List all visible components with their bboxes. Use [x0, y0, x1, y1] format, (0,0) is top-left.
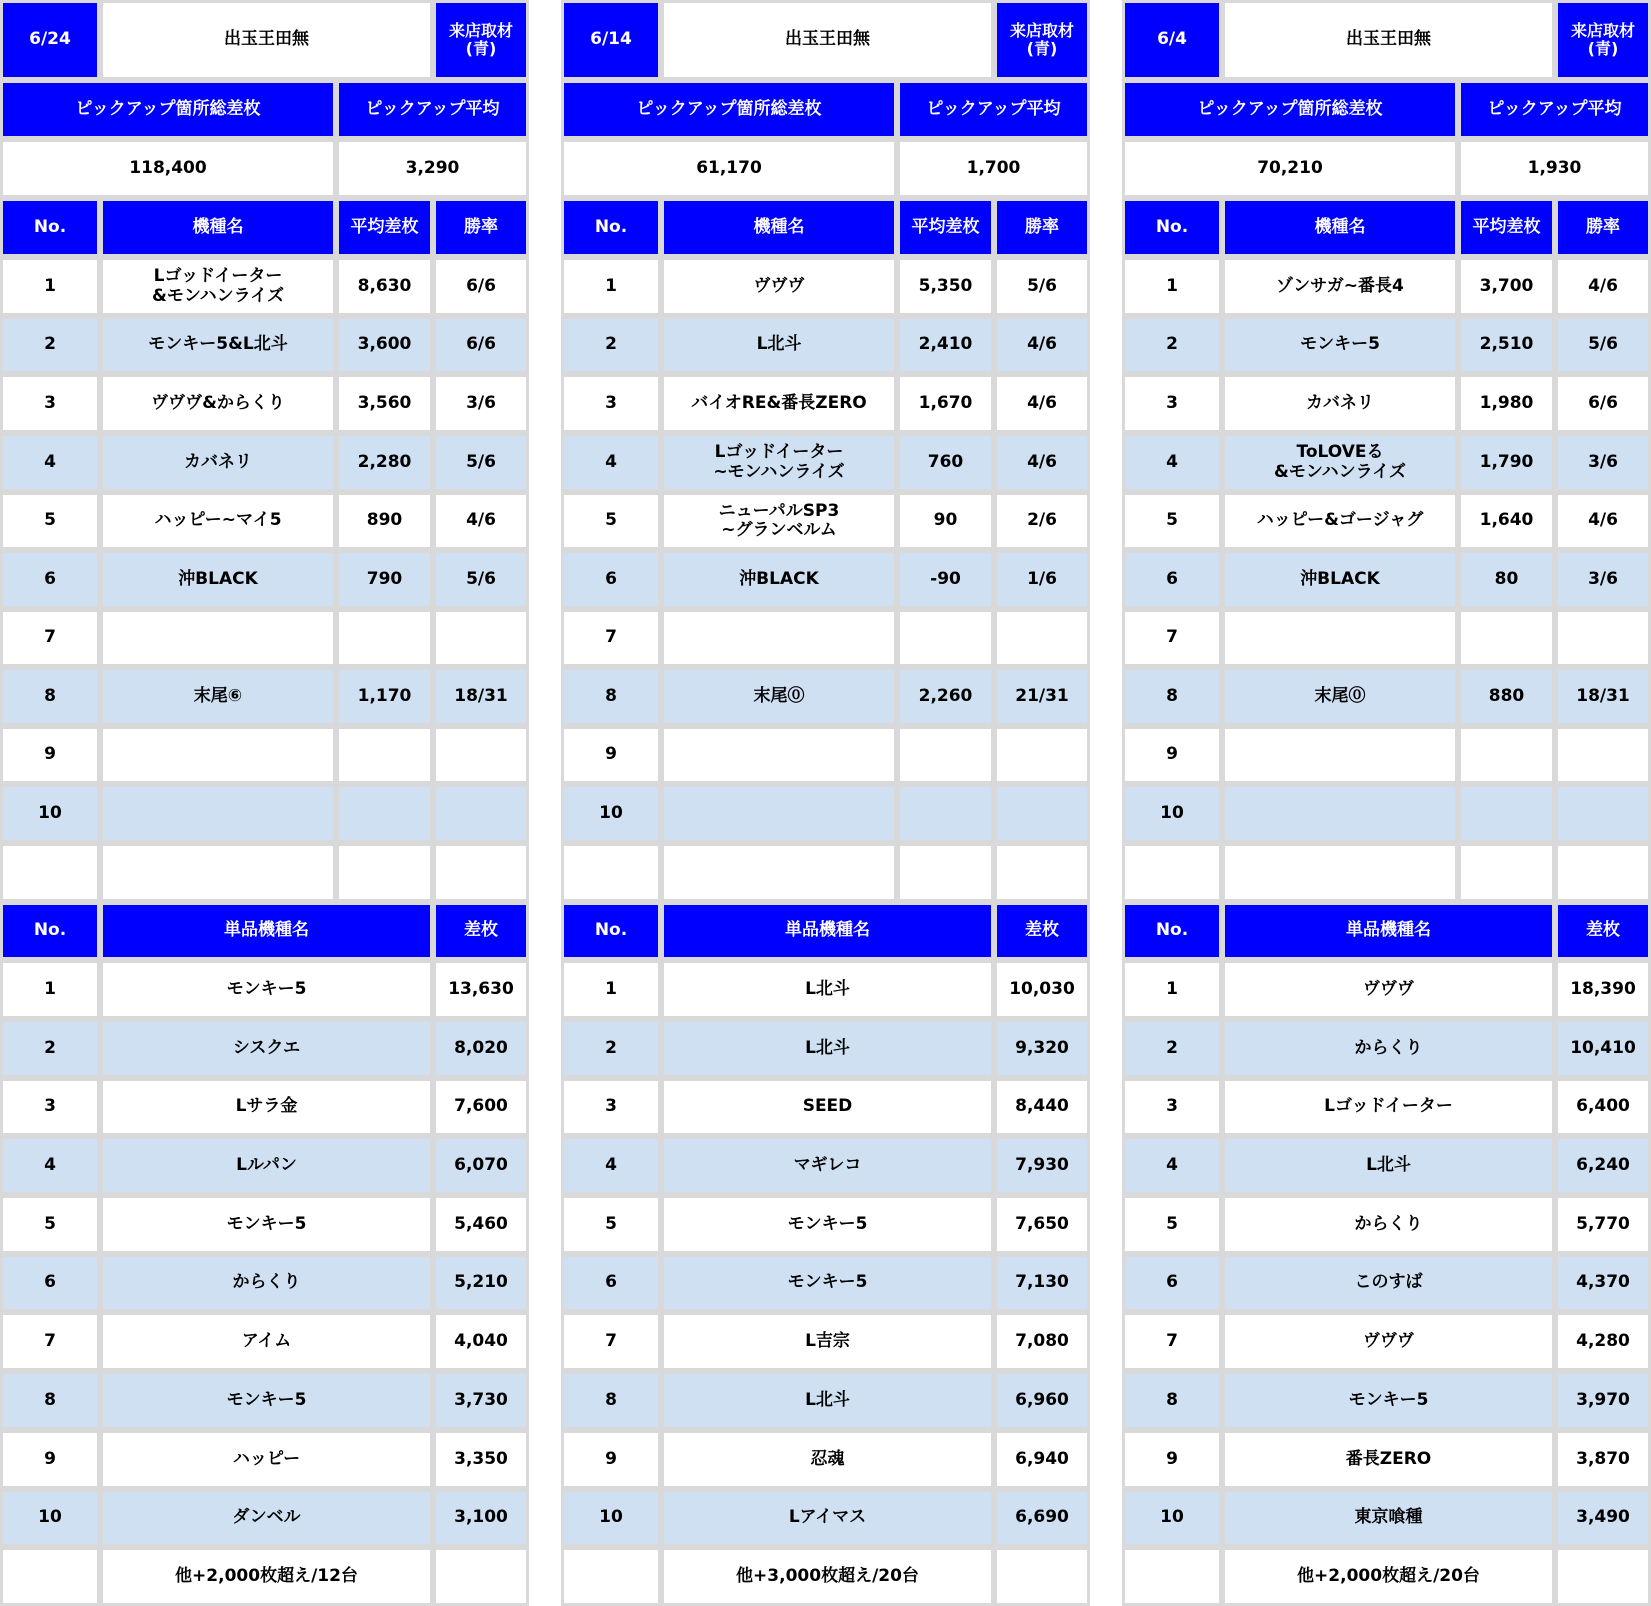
- single-row-no: 3: [561, 1078, 661, 1136]
- spacer-cell: [100, 843, 336, 902]
- pickup-row-avg: 790: [336, 550, 433, 609]
- single-row-diff: 6,690: [994, 1489, 1090, 1547]
- single-row-name: L北斗: [661, 1371, 994, 1430]
- pickup-header-win: 勝率: [433, 198, 529, 257]
- pickup-row-name: 末尾⑥: [100, 667, 336, 726]
- pickup-row-name: 沖BLACK: [100, 550, 336, 609]
- date-cell: 6/24: [0, 0, 100, 80]
- pickup-row-no: 9: [1122, 726, 1222, 784]
- single-row-name: Lアイマス: [661, 1489, 994, 1547]
- pickup-row-name: ニューパルSP3 ~グランベルム: [661, 492, 897, 550]
- single-row-no: 6: [1122, 1254, 1222, 1312]
- single-row-no: 1: [1122, 960, 1222, 1019]
- single-row-diff: 6,940: [994, 1430, 1090, 1489]
- single-row-name: 東京喰種: [1222, 1489, 1555, 1547]
- single-row-no: 3: [1122, 1078, 1222, 1136]
- pickup-row-name: [100, 609, 336, 667]
- pickup-row-no: 8: [0, 667, 100, 726]
- pickup-row-win: 4/6: [1555, 492, 1651, 550]
- single-row-name: モンキー5: [661, 1195, 994, 1254]
- pickup-row-avg: [1458, 726, 1555, 784]
- pickup-row-win: 5/6: [994, 257, 1090, 316]
- pickup-row-name: 沖BLACK: [661, 550, 897, 609]
- single-row-name: ダンベル: [100, 1489, 433, 1547]
- pickup-row-win: 6/6: [1555, 374, 1651, 433]
- results-panel-6-14: [561, 0, 1091, 1606]
- single-row-name: このすば: [1222, 1254, 1555, 1312]
- pickup-header-avg: 平均差枚: [1458, 198, 1555, 257]
- single-row-no: 5: [0, 1195, 100, 1254]
- pickup-row-win: 18/31: [1555, 667, 1651, 726]
- pickup-row-no: 6: [561, 550, 661, 609]
- pickup-row-no: 4: [0, 433, 100, 492]
- single-row-name: Lゴッドイーター: [1222, 1078, 1555, 1136]
- single-row-diff: 13,630: [433, 960, 529, 1019]
- pickup-row-avg: 1,980: [1458, 374, 1555, 433]
- single-row-diff: 4,040: [433, 1312, 529, 1371]
- single-row-diff: 3,350: [433, 1430, 529, 1489]
- single-row-diff: 3,100: [433, 1489, 529, 1547]
- pickup-row-win: 21/31: [994, 667, 1090, 726]
- pickup-row-avg: [897, 609, 994, 667]
- single-row-diff: 6,400: [1555, 1078, 1651, 1136]
- pickup-average-label: ピックアップ平均: [897, 80, 1090, 139]
- pickup-row-win: [433, 784, 529, 843]
- pickup-row-win: [1555, 784, 1651, 843]
- pickup-row-name: 末尾⓪: [661, 667, 897, 726]
- single-row-name: L北斗: [1222, 1136, 1555, 1195]
- pickup-row-name: カバネリ: [100, 433, 336, 492]
- pickup-row-name: ゾンサガ~番長4: [1222, 257, 1458, 316]
- pickup-row-no: 5: [561, 492, 661, 550]
- footer-blank: [1555, 1547, 1651, 1606]
- pickup-row-name: 末尾⓪: [1222, 667, 1458, 726]
- pickup-row-no: 9: [0, 726, 100, 784]
- pickup-row-no: 3: [561, 374, 661, 433]
- results-panel-6-24: [0, 0, 530, 1606]
- pickup-row-name: [1222, 726, 1458, 784]
- single-row-no: 9: [561, 1430, 661, 1489]
- pickup-row-name: モンキー5&L北斗: [100, 316, 336, 374]
- pickup-row-avg: 90: [897, 492, 994, 550]
- pickup-row-avg: 8,630: [336, 257, 433, 316]
- single-row-name: L北斗: [661, 960, 994, 1019]
- single-header-no: No.: [1122, 902, 1222, 960]
- single-row-name: モンキー5: [100, 1371, 433, 1430]
- pickup-row-avg: 2,510: [1458, 316, 1555, 374]
- single-header-name: 単品機種名: [661, 902, 994, 960]
- footer-note: 他+2,000枚超え/12台: [100, 1547, 433, 1606]
- pickup-row-win: [1555, 609, 1651, 667]
- single-row-no: 2: [1122, 1019, 1222, 1078]
- pickup-row-no: 2: [1122, 316, 1222, 374]
- pickup-row-no: 6: [0, 550, 100, 609]
- spacer-cell: [661, 843, 897, 902]
- single-row-no: 4: [1122, 1136, 1222, 1195]
- store-name: 出玉王田無: [100, 0, 433, 80]
- spacer-cell: [1555, 843, 1651, 902]
- pickup-row-no: 4: [561, 433, 661, 492]
- pickup-row-win: 18/31: [433, 667, 529, 726]
- pickup-row-name: [661, 784, 897, 843]
- spacer-cell: [994, 843, 1090, 902]
- single-row-name: アイム: [100, 1312, 433, 1371]
- pickup-row-avg: -90: [897, 550, 994, 609]
- pickup-average-value: 3,290: [336, 139, 529, 198]
- event-tag: 来店取材 (青): [1555, 0, 1651, 80]
- pickup-row-win: [433, 726, 529, 784]
- pickup-row-name: ハッピー&ゴージャグ: [1222, 492, 1458, 550]
- pickup-row-no: 6: [1122, 550, 1222, 609]
- single-row-name: L吉宗: [661, 1312, 994, 1371]
- pickup-row-name: ToLOVEる &モンハンライズ: [1222, 433, 1458, 492]
- pickup-row-win: 4/6: [1555, 257, 1651, 316]
- single-row-name: モンキー5: [661, 1254, 994, 1312]
- single-row-no: 2: [0, 1019, 100, 1078]
- pickup-row-no: 5: [0, 492, 100, 550]
- pickup-row-no: 7: [1122, 609, 1222, 667]
- pickup-row-avg: [336, 784, 433, 843]
- pickup-row-name: [1222, 609, 1458, 667]
- pickup-row-name: バイオRE&番長ZERO: [661, 374, 897, 433]
- pickup-row-no: 7: [561, 609, 661, 667]
- date-cell: 6/4: [1122, 0, 1222, 80]
- single-header-diff: 差枚: [1555, 902, 1651, 960]
- pickup-total-label: ピックアップ箇所総差枚: [0, 80, 336, 139]
- pickup-average-value: 1,700: [897, 139, 1090, 198]
- single-row-name: ヴヴヴ: [1222, 960, 1555, 1019]
- pickup-row-name: [661, 609, 897, 667]
- pickup-header-no: No.: [0, 198, 100, 257]
- pickup-row-no: 10: [1122, 784, 1222, 843]
- single-row-name: ハッピー: [100, 1430, 433, 1489]
- pickup-row-no: 10: [561, 784, 661, 843]
- pickup-row-avg: 3,600: [336, 316, 433, 374]
- footer-blank: [994, 1547, 1090, 1606]
- pickup-row-no: 4: [1122, 433, 1222, 492]
- single-row-name: からくり: [1222, 1019, 1555, 1078]
- pickup-row-no: 1: [1122, 257, 1222, 316]
- single-row-diff: 4,370: [1555, 1254, 1651, 1312]
- pickup-row-name: ヴヴヴ: [661, 257, 897, 316]
- single-row-no: 8: [1122, 1371, 1222, 1430]
- single-row-no: 6: [0, 1254, 100, 1312]
- single-row-no: 8: [0, 1371, 100, 1430]
- single-row-diff: 3,870: [1555, 1430, 1651, 1489]
- pickup-row-no: 2: [561, 316, 661, 374]
- event-tag: 来店取材 (青): [994, 0, 1090, 80]
- date-cell: 6/14: [561, 0, 661, 80]
- pickup-row-no: 3: [1122, 374, 1222, 433]
- footer-blank: [1122, 1547, 1222, 1606]
- pickup-row-no: 3: [0, 374, 100, 433]
- pickup-row-name: [661, 726, 897, 784]
- pickup-average-value: 1,930: [1458, 139, 1651, 198]
- single-row-diff: 5,770: [1555, 1195, 1651, 1254]
- single-row-diff: 7,930: [994, 1136, 1090, 1195]
- pickup-row-win: 2/6: [994, 492, 1090, 550]
- single-header-name: 単品機種名: [100, 902, 433, 960]
- spacer-cell: [433, 843, 529, 902]
- single-row-no: 5: [561, 1195, 661, 1254]
- results-panel-6-4: [1122, 0, 1651, 1606]
- store-name: 出玉王田無: [661, 0, 994, 80]
- footer-blank: [561, 1547, 661, 1606]
- single-row-no: 4: [561, 1136, 661, 1195]
- pickup-row-win: 3/6: [1555, 550, 1651, 609]
- footer-note: 他+3,000枚超え/20台: [661, 1547, 994, 1606]
- single-row-diff: 7,650: [994, 1195, 1090, 1254]
- store-name: 出玉王田無: [1222, 0, 1555, 80]
- single-row-diff: 3,730: [433, 1371, 529, 1430]
- spacer-cell: [1222, 843, 1458, 902]
- single-row-name: マギレコ: [661, 1136, 994, 1195]
- pickup-row-win: 5/6: [433, 433, 529, 492]
- pickup-row-win: [994, 726, 1090, 784]
- pickup-row-name: Lゴッドイーター &モンハンライズ: [100, 257, 336, 316]
- pickup-header-no: No.: [561, 198, 661, 257]
- single-row-no: 2: [561, 1019, 661, 1078]
- single-row-name: モンキー5: [100, 1195, 433, 1254]
- single-row-no: 8: [561, 1371, 661, 1430]
- single-row-diff: 5,210: [433, 1254, 529, 1312]
- pickup-row-win: 1/6: [994, 550, 1090, 609]
- single-header-name: 単品機種名: [1222, 902, 1555, 960]
- pickup-row-avg: 1,790: [1458, 433, 1555, 492]
- pickup-row-no: 8: [561, 667, 661, 726]
- pickup-total-label: ピックアップ箇所総差枚: [1122, 80, 1458, 139]
- pickup-row-no: 2: [0, 316, 100, 374]
- single-row-diff: 3,490: [1555, 1489, 1651, 1547]
- single-row-no: 10: [561, 1489, 661, 1547]
- pickup-row-name: Lゴッドイーター ~モンハンライズ: [661, 433, 897, 492]
- pickup-row-win: 5/6: [433, 550, 529, 609]
- pickup-row-no: 8: [1122, 667, 1222, 726]
- pickup-row-name: [100, 726, 336, 784]
- pickup-total-label: ピックアップ箇所総差枚: [561, 80, 897, 139]
- spacer-cell: [0, 843, 100, 902]
- single-row-diff: 6,070: [433, 1136, 529, 1195]
- single-row-name: ヴヴヴ: [1222, 1312, 1555, 1371]
- footer-blank: [433, 1547, 529, 1606]
- pickup-row-avg: 5,350: [897, 257, 994, 316]
- pickup-row-avg: [1458, 784, 1555, 843]
- single-row-diff: 9,320: [994, 1019, 1090, 1078]
- single-row-name: 忍魂: [661, 1430, 994, 1489]
- pickup-row-avg: 80: [1458, 550, 1555, 609]
- single-row-name: モンキー5: [100, 960, 433, 1019]
- pickup-header-name: 機種名: [100, 198, 336, 257]
- pickup-average-label: ピックアップ平均: [1458, 80, 1651, 139]
- single-row-name: からくり: [100, 1254, 433, 1312]
- pickup-row-avg: [1458, 609, 1555, 667]
- pickup-row-win: 6/6: [433, 257, 529, 316]
- single-row-name: からくり: [1222, 1195, 1555, 1254]
- pickup-row-avg: 880: [1458, 667, 1555, 726]
- single-row-name: モンキー5: [1222, 1371, 1555, 1430]
- pickup-header-win: 勝率: [1555, 198, 1651, 257]
- pickup-row-no: 1: [561, 257, 661, 316]
- pickup-row-name: [100, 784, 336, 843]
- single-row-no: 9: [0, 1430, 100, 1489]
- pickup-total-value: 118,400: [0, 139, 336, 198]
- pickup-row-avg: 1,640: [1458, 492, 1555, 550]
- pickup-row-win: 3/6: [1555, 433, 1651, 492]
- single-row-diff: 5,460: [433, 1195, 529, 1254]
- single-row-no: 1: [0, 960, 100, 1019]
- single-header-diff: 差枚: [994, 902, 1090, 960]
- single-row-name: L北斗: [661, 1019, 994, 1078]
- single-row-no: 7: [0, 1312, 100, 1371]
- event-tag: 来店取材 (青): [433, 0, 529, 80]
- pickup-row-name: カバネリ: [1222, 374, 1458, 433]
- single-row-name: Lサラ金: [100, 1078, 433, 1136]
- single-row-no: 5: [1122, 1195, 1222, 1254]
- single-row-name: Lルパン: [100, 1136, 433, 1195]
- pickup-row-avg: 2,280: [336, 433, 433, 492]
- spacer-cell: [897, 843, 994, 902]
- spacer-cell: [1122, 843, 1222, 902]
- single-row-diff: 4,280: [1555, 1312, 1651, 1371]
- single-row-diff: 3,970: [1555, 1371, 1651, 1430]
- pickup-row-no: 5: [1122, 492, 1222, 550]
- pickup-row-win: [994, 609, 1090, 667]
- pickup-row-name: ハッピー~マイ5: [100, 492, 336, 550]
- pickup-row-avg: 3,560: [336, 374, 433, 433]
- single-header-no: No.: [561, 902, 661, 960]
- pickup-row-no: 9: [561, 726, 661, 784]
- pickup-row-avg: [897, 784, 994, 843]
- single-row-name: SEED: [661, 1078, 994, 1136]
- pickup-row-avg: [336, 609, 433, 667]
- pickup-row-avg: 2,260: [897, 667, 994, 726]
- pickup-row-avg: 1,670: [897, 374, 994, 433]
- single-row-no: 6: [561, 1254, 661, 1312]
- single-row-diff: 8,440: [994, 1078, 1090, 1136]
- spacer-cell: [561, 843, 661, 902]
- pickup-average-label: ピックアップ平均: [336, 80, 529, 139]
- single-header-no: No.: [0, 902, 100, 960]
- spacer-cell: [336, 843, 433, 902]
- pickup-row-win: 5/6: [1555, 316, 1651, 374]
- pickup-header-win: 勝率: [994, 198, 1090, 257]
- pickup-row-win: 4/6: [994, 374, 1090, 433]
- pickup-total-value: 70,210: [1122, 139, 1458, 198]
- single-row-diff: 10,410: [1555, 1019, 1651, 1078]
- pickup-row-no: 1: [0, 257, 100, 316]
- single-row-no: 7: [561, 1312, 661, 1371]
- pickup-row-avg: 760: [897, 433, 994, 492]
- pickup-row-name: ヴヴヴ&からくり: [100, 374, 336, 433]
- single-row-diff: 8,020: [433, 1019, 529, 1078]
- pickup-row-win: 4/6: [994, 316, 1090, 374]
- single-row-no: 10: [1122, 1489, 1222, 1547]
- pickup-row-win: [994, 784, 1090, 843]
- single-row-diff: 10,030: [994, 960, 1090, 1019]
- single-row-no: 10: [0, 1489, 100, 1547]
- pickup-row-win: 6/6: [433, 316, 529, 374]
- footer-note: 他+2,000枚超え/20台: [1222, 1547, 1555, 1606]
- pickup-row-avg: 1,170: [336, 667, 433, 726]
- pickup-row-win: 4/6: [994, 433, 1090, 492]
- pickup-header-name: 機種名: [661, 198, 897, 257]
- single-row-diff: 18,390: [1555, 960, 1651, 1019]
- pickup-row-name: L北斗: [661, 316, 897, 374]
- single-row-diff: 6,240: [1555, 1136, 1651, 1195]
- pickup-header-avg: 平均差枚: [336, 198, 433, 257]
- spacer-cell: [1458, 843, 1555, 902]
- single-row-diff: 6,960: [994, 1371, 1090, 1430]
- pickup-row-win: 3/6: [433, 374, 529, 433]
- pickup-header-no: No.: [1122, 198, 1222, 257]
- pickup-row-no: 10: [0, 784, 100, 843]
- single-row-no: 4: [0, 1136, 100, 1195]
- pickup-row-avg: 2,410: [897, 316, 994, 374]
- pickup-row-avg: [336, 726, 433, 784]
- single-row-diff: 7,080: [994, 1312, 1090, 1371]
- pickup-row-win: [433, 609, 529, 667]
- single-row-diff: 7,130: [994, 1254, 1090, 1312]
- single-row-no: 1: [561, 960, 661, 1019]
- single-row-no: 3: [0, 1078, 100, 1136]
- pickup-row-avg: 890: [336, 492, 433, 550]
- pickup-header-avg: 平均差枚: [897, 198, 994, 257]
- single-row-diff: 7,600: [433, 1078, 529, 1136]
- single-row-name: 番長ZERO: [1222, 1430, 1555, 1489]
- pickup-row-name: モンキー5: [1222, 316, 1458, 374]
- pickup-row-name: [1222, 784, 1458, 843]
- pickup-row-avg: [897, 726, 994, 784]
- single-header-diff: 差枚: [433, 902, 529, 960]
- pickup-total-value: 61,170: [561, 139, 897, 198]
- pickup-row-name: 沖BLACK: [1222, 550, 1458, 609]
- pickup-row-no: 7: [0, 609, 100, 667]
- single-row-name: シスクエ: [100, 1019, 433, 1078]
- footer-blank: [0, 1547, 100, 1606]
- pickup-row-win: [1555, 726, 1651, 784]
- pickup-header-name: 機種名: [1222, 198, 1458, 257]
- pickup-row-avg: 3,700: [1458, 257, 1555, 316]
- single-row-no: 9: [1122, 1430, 1222, 1489]
- pickup-row-win: 4/6: [433, 492, 529, 550]
- single-row-no: 7: [1122, 1312, 1222, 1371]
